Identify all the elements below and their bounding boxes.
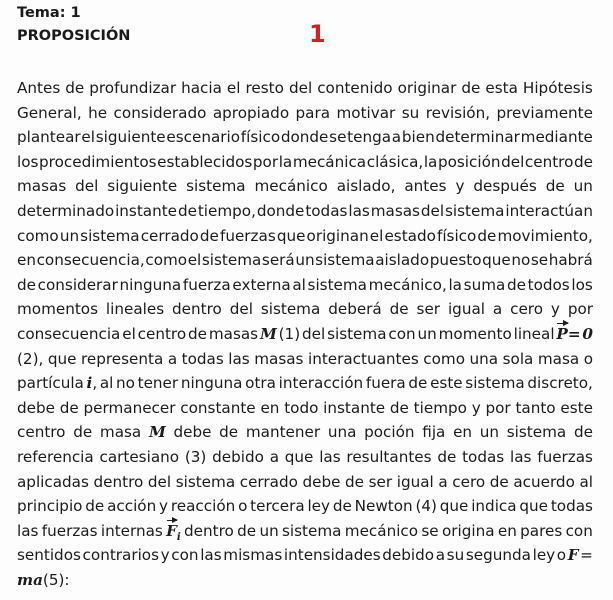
word: fuerzas (537, 447, 593, 466)
word: este (560, 398, 593, 417)
text-line (17, 150, 593, 175)
word: donde (280, 128, 329, 147)
word: instante (115, 201, 178, 220)
word: lineal (513, 324, 555, 343)
word: = (580, 546, 593, 565)
word: o (556, 546, 567, 565)
word: masas (254, 349, 304, 368)
word: del (501, 152, 525, 171)
word: como (423, 349, 466, 368)
word: permanecer (83, 398, 176, 417)
word: a (391, 128, 402, 147)
word: ninguna (180, 374, 243, 393)
word: acuerdo (513, 472, 575, 491)
word: sistema (445, 201, 505, 220)
word: un (417, 324, 437, 343)
word: establecidos (157, 152, 253, 171)
text-line (17, 76, 593, 101)
text-line (17, 519, 593, 544)
word: una (327, 423, 357, 442)
word: dentro (172, 300, 222, 319)
word: sentidos (17, 546, 81, 565)
word: todas (181, 349, 224, 368)
word: considerar (37, 275, 118, 294)
word: momentos (17, 300, 99, 319)
word: su (446, 546, 465, 565)
word: de (177, 201, 197, 220)
word: de (73, 423, 93, 442)
word: la (423, 152, 438, 171)
word: en (453, 423, 473, 442)
text-line (17, 371, 593, 396)
word: aislado (375, 251, 430, 270)
word: mismas (223, 546, 283, 565)
word: (2), (17, 349, 44, 368)
word: cerrado (140, 226, 199, 245)
word: procedimientos (39, 152, 157, 171)
word: la (278, 152, 293, 171)
word: tener (137, 374, 179, 393)
word: el (81, 128, 95, 147)
word: mediante (520, 128, 593, 147)
word: contenido (317, 79, 393, 97)
word: un (295, 251, 315, 270)
math-symbol: F (567, 546, 579, 565)
word: de (545, 177, 565, 196)
word: todas (305, 201, 348, 220)
word: que (284, 447, 314, 466)
word: dentro (184, 521, 234, 540)
word: del (75, 177, 99, 196)
word: ser (416, 300, 441, 319)
word: las (509, 447, 532, 466)
text-line (17, 420, 593, 445)
word: esta (485, 79, 518, 97)
word: de (437, 447, 457, 466)
word: su (401, 103, 420, 122)
text-line (17, 568, 593, 593)
word: cartesiano (99, 447, 180, 466)
word: en (497, 521, 517, 540)
word: una (469, 349, 499, 368)
word: en (260, 398, 280, 417)
word: un (59, 226, 80, 245)
word: de (389, 398, 409, 417)
word: fuerza (182, 275, 231, 294)
word: se (421, 521, 439, 540)
text-line (17, 543, 593, 568)
word: de (408, 374, 428, 393)
word: consecuencia, (36, 251, 145, 270)
math-symbol: ma (17, 570, 43, 589)
word: del (147, 472, 172, 491)
word: la (448, 275, 462, 294)
text-line (17, 248, 593, 273)
word: todos (527, 275, 570, 294)
word: pares (520, 521, 563, 540)
word: segunda (465, 546, 531, 565)
word: todo (284, 398, 319, 417)
word: reacción (170, 497, 236, 516)
word: tercera (250, 497, 305, 516)
word: originan (306, 226, 369, 245)
word: lineales (105, 300, 165, 319)
word: sistema (201, 251, 262, 270)
word: aislado, (336, 177, 396, 196)
word: sistema (307, 275, 367, 294)
word: revisión, (425, 103, 491, 122)
word: después (473, 177, 537, 196)
word: de (477, 226, 497, 245)
word: por (567, 300, 593, 319)
word: considerado (113, 103, 207, 122)
word: indica (471, 497, 517, 516)
page-number: 1 (309, 20, 326, 48)
word: debe (17, 398, 55, 417)
word: mantener (245, 423, 321, 442)
word: tenga (347, 128, 392, 147)
word: y (550, 300, 560, 319)
word: cerrado (239, 472, 298, 491)
word: y (160, 546, 170, 565)
math-symbol: M (148, 423, 166, 442)
word: cero (452, 472, 486, 491)
word: representa (81, 349, 164, 368)
word: del (301, 324, 326, 343)
word: debe (302, 472, 341, 491)
word: debido (382, 546, 435, 565)
word: de (332, 497, 352, 516)
word: igual (396, 472, 434, 491)
word: contrarios (82, 546, 159, 565)
word: como (145, 251, 188, 270)
word: suma (463, 275, 506, 294)
word: de (573, 152, 593, 171)
text-line (17, 445, 593, 470)
text-line (17, 322, 593, 347)
word: y (455, 177, 465, 196)
word: que (519, 497, 549, 516)
body-paragraph (17, 76, 593, 592)
word: masa (537, 349, 580, 368)
word: intensidades (283, 546, 381, 565)
word: sistema (282, 521, 342, 540)
word: deberá (328, 300, 382, 319)
word: donde (256, 201, 305, 220)
word: las (228, 349, 250, 368)
word: internas (100, 521, 163, 540)
word: las (319, 447, 341, 466)
word: centro (17, 423, 66, 442)
word: de (461, 79, 481, 97)
word: tiempo, (197, 201, 256, 220)
word: interactuantes (307, 349, 419, 368)
word: centro (137, 324, 187, 343)
word: principio (17, 497, 83, 516)
word: estado (384, 226, 436, 245)
word: fuerzas (41, 521, 98, 540)
text-line (17, 273, 593, 298)
word: fuerzas (219, 226, 276, 245)
word: siguiente (107, 177, 178, 196)
word: centro (524, 152, 574, 171)
word: el (226, 79, 241, 97)
word: de (573, 423, 593, 442)
word: con (171, 546, 199, 565)
word: de (345, 472, 365, 491)
word: antes (404, 177, 447, 196)
word: al (292, 275, 306, 294)
word: por (485, 398, 511, 417)
word: referencia (17, 447, 94, 466)
word: o (583, 349, 593, 368)
word: (4) (415, 497, 437, 516)
text-line (17, 199, 593, 224)
word: escenario (166, 128, 241, 147)
word: de (17, 275, 36, 294)
word: del (229, 300, 253, 319)
math-symbol: M (259, 324, 277, 343)
word: poción (364, 423, 415, 442)
word: (5): (42, 570, 70, 589)
word: mecánico (344, 521, 419, 540)
word: que (439, 497, 469, 516)
word: a (167, 349, 178, 368)
word: un (259, 521, 279, 540)
text-line (17, 297, 593, 322)
text-line (17, 347, 593, 372)
word: ser (368, 472, 393, 491)
word: las (200, 546, 222, 565)
word: todas (462, 447, 505, 466)
word: mecánico, (368, 275, 447, 294)
word: un (479, 423, 500, 442)
word: por (252, 152, 279, 171)
word: sistema (186, 177, 246, 196)
math-symbol: i, (86, 374, 98, 393)
word: debido (212, 447, 264, 466)
word: fuera (365, 374, 406, 393)
word: se (329, 128, 347, 147)
word: mecánico (254, 177, 328, 196)
text-line (17, 224, 593, 249)
word: Newton (354, 497, 413, 516)
word: sistema (80, 226, 140, 245)
word: se (530, 251, 549, 270)
word: clásica, (366, 152, 424, 171)
word: de (389, 300, 409, 319)
word: resultantes (346, 447, 432, 466)
text-line (17, 174, 593, 199)
word: acción (107, 497, 157, 516)
word: plantear (17, 128, 81, 147)
word: determinado (17, 201, 115, 220)
word: debe (173, 423, 212, 442)
word: de (85, 497, 105, 516)
word: (1) (278, 324, 301, 343)
word: determinar (435, 128, 520, 147)
word: de (65, 79, 85, 97)
word: un (573, 177, 593, 196)
word: bien (401, 128, 435, 147)
math-symbol: $F_i$ (166, 519, 181, 544)
word: en (17, 251, 36, 270)
word: que (482, 251, 511, 270)
word: motivar (336, 103, 396, 122)
word: a (435, 546, 446, 565)
word: profundizar (89, 79, 177, 97)
text-line (17, 125, 593, 150)
word: el (369, 226, 384, 245)
section-heading: PROPOSICIÓN (17, 28, 131, 44)
word: ninguna (119, 275, 182, 294)
word: de (489, 472, 509, 491)
word: sistema (260, 300, 321, 319)
word: previamente (496, 103, 593, 122)
word: el (187, 251, 202, 270)
word: que (276, 226, 306, 245)
word: las (348, 201, 370, 220)
word: movimiento, (497, 226, 593, 245)
word: momento (438, 324, 512, 343)
math-symbol: 0 (582, 324, 593, 343)
word: no (511, 251, 531, 270)
word: no (116, 374, 135, 393)
word: constante (180, 398, 256, 417)
word: (3) (184, 447, 207, 466)
word: resto (245, 79, 284, 97)
word: físico (436, 226, 477, 245)
word: sistema (465, 374, 525, 393)
word: dentro (93, 472, 144, 491)
text-line (17, 494, 593, 519)
word: de (59, 398, 79, 417)
word: al (99, 374, 114, 393)
word: Antes (17, 79, 61, 97)
word: sistema (327, 324, 387, 343)
word: físico (240, 128, 281, 147)
word: y (471, 398, 481, 417)
word: interacción (278, 374, 364, 393)
word: ley (532, 546, 556, 565)
word: las (17, 521, 39, 540)
word: o (238, 497, 248, 516)
word: con (388, 324, 416, 343)
word: con (565, 521, 593, 540)
word: otra (245, 374, 276, 393)
word: de (237, 521, 257, 540)
word: será (261, 251, 295, 270)
word: siguiente (95, 128, 166, 147)
word: de (199, 226, 219, 245)
word: ley (307, 497, 331, 516)
text-line (17, 396, 593, 421)
word: masas (370, 201, 420, 220)
word: de (506, 275, 526, 294)
word: del (288, 79, 313, 97)
word: externa (232, 275, 291, 294)
word: todas (550, 497, 593, 516)
topic-label: Tema: 1 (17, 5, 81, 21)
word: fija (422, 423, 446, 442)
word: para (295, 103, 331, 122)
text-line (17, 101, 593, 126)
word: sistema (315, 251, 375, 270)
word: cero (510, 300, 543, 319)
word: masa (99, 423, 142, 442)
word: y (159, 497, 169, 516)
word: tiempo (413, 398, 467, 417)
word: de (219, 423, 239, 442)
text-line (17, 470, 593, 495)
word: instante (323, 398, 386, 417)
word: el (122, 324, 136, 343)
word: sistema (175, 472, 236, 491)
word: los (571, 275, 593, 294)
math-symbol: P= (556, 322, 580, 347)
word: este (430, 374, 463, 393)
word: puesto (429, 251, 482, 270)
word: a (492, 300, 503, 319)
word: habrá (548, 251, 593, 270)
word: como (17, 226, 59, 245)
word: posición (437, 152, 501, 171)
word: masas (208, 324, 259, 343)
word: he (88, 103, 108, 122)
word: a (269, 447, 279, 466)
word: del (420, 201, 445, 220)
word: los (17, 152, 39, 171)
word: que (47, 349, 77, 368)
word: a (438, 472, 448, 491)
word: de (188, 324, 207, 343)
word: partícula (17, 374, 84, 393)
word: tanto (515, 398, 556, 417)
word: General, (17, 103, 82, 122)
word: hacia (181, 79, 222, 97)
word: al (579, 472, 593, 491)
word: igual (447, 300, 485, 319)
word: originar (397, 79, 457, 97)
word: apropiado (212, 103, 290, 122)
word: sola (502, 349, 534, 368)
word: discreto, (527, 374, 593, 393)
word: mecánica (292, 152, 367, 171)
word: aplicadas (17, 472, 89, 491)
word: consecuencia (17, 324, 121, 343)
word: origina (441, 521, 495, 540)
word: sistema (506, 423, 567, 442)
word: masas (17, 177, 67, 196)
word: Hipótesis (522, 79, 593, 97)
word: interactúan (505, 201, 593, 220)
